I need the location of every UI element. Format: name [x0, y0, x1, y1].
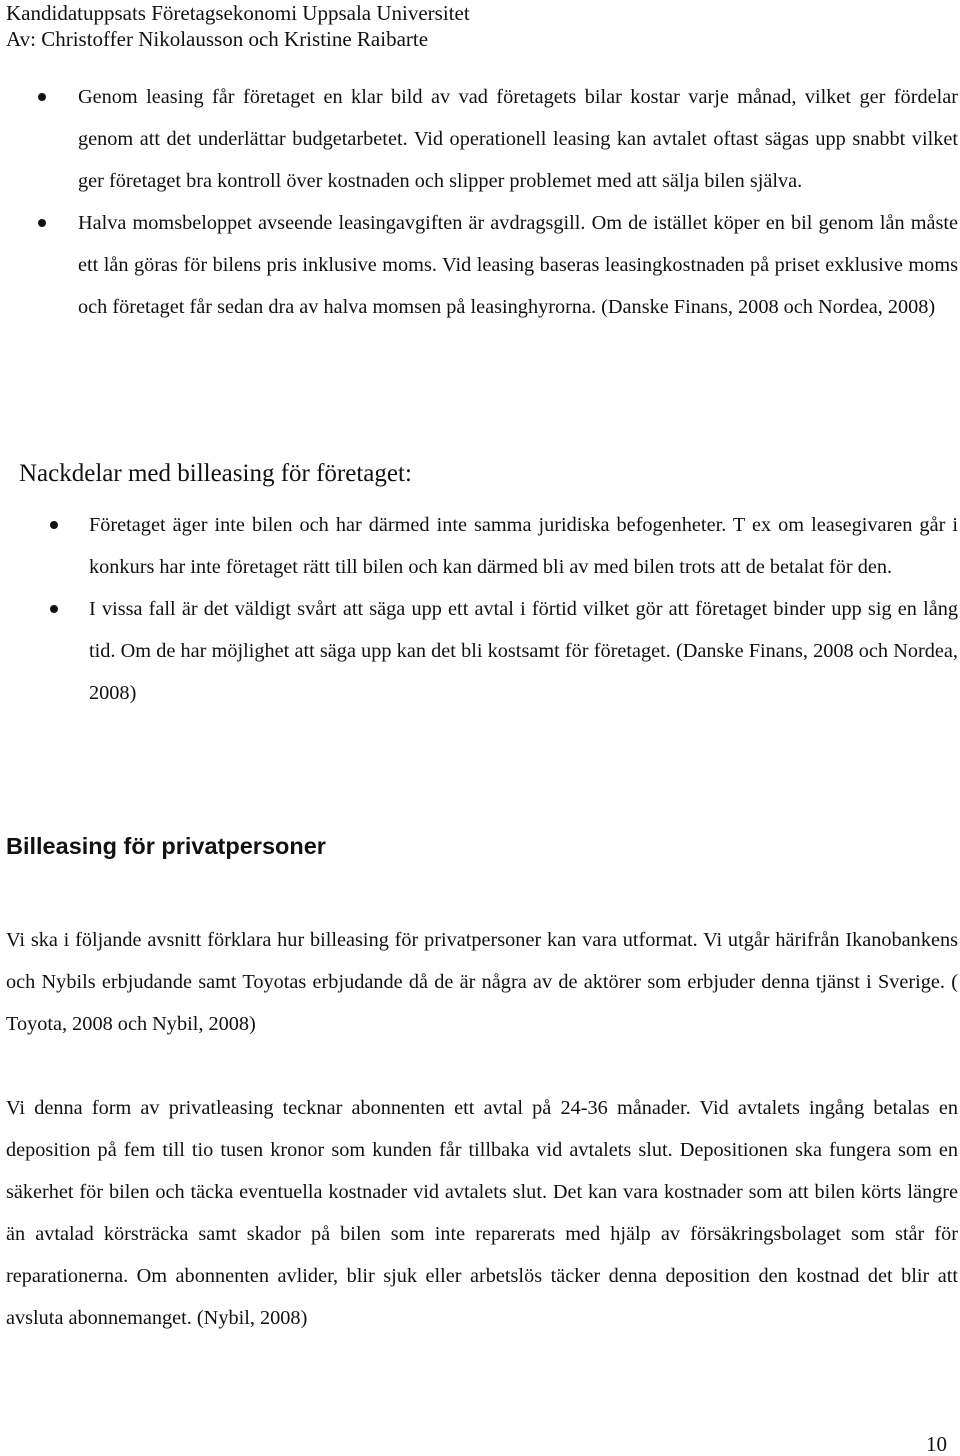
bullet-dot-icon [38, 219, 46, 227]
bullet-text: Halva momsbeloppet avseende leasingavgiften är avdragsgill. Om de istället köper en bil genom lån måste ett lån göras för bilens pris inklusive moms. Vid leasing baseras leasingkostnaden på priset exklusive moms och företaget får sedan dra av halva momsen på leasinghyrorna. (Danske Finans, 2008 och Nordea, 2008) [78, 212, 958, 318]
advantages-bullet-list [0, 76, 960, 328]
disadvantages-bullet-list [0, 504, 960, 714]
bullet-dot-icon [50, 605, 58, 613]
bullet-text: Företaget äger inte bilen och har därmed inte samma juridiska befogenheter. T ex om leasegivaren går i konkurs har inte företaget rätt till bilen och kan därmed bli av med bilen trots att de betalat för den. [89, 514, 958, 578]
header-thesis-line: Kandidatuppsats Företagsekonomi Uppsala Universitet [6, 1, 470, 25]
bullet-text: I vissa fall är det väldigt svårt att säga upp ett avtal i förtid vilket gör att företaget binder upp sig en lång tid. Om de har möjlighet att säga upp kan det bli kostsamt för företaget. (Danske Finans, 2008 och Nordea, 2008) [89, 598, 958, 704]
bullet-item [89, 504, 958, 588]
bullet-item [78, 76, 958, 202]
body-paragraph: Vi denna form av privatleasing tecknar abonnenten ett avtal på 24-36 månader. Vid avtalets ingång betalas en deposition på fem till tio tusen kronor som kunden får tillbaka vid avtalets slut. Depositionen ska fungera som en säkerhet för bilen och täcka eventuella kostnader vid avtalets slut. Det kan vara kostnader som att bilen körts längre än avtalad körsträcka samt skador på bilen som inte reparerats med hjälp av försäkringsbolaget som står för reparationerna. Om abonnenten avlider, blir sjuk eller arbetslös täcker denna deposition den kostnad det blir att avsluta abonnemanget. (Nybil, 2008) [6, 1097, 958, 1329]
bullet-text: Genom leasing får företaget en klar bild av vad företagets bilar kostar varje månad, vilket ger fördelar genom att det underlättar budgetarbetet. Vid operationell leasing kan avtalet oftast sägas upp snabbt vilket ger företaget bra kontroll över kostnaden och slipper problemet med att sälja bilen själva. [78, 86, 958, 192]
section-heading: Billeasing för privatpersoner [6, 833, 326, 859]
disadvantages-subheading: Nackdelar med billeasing för företaget: [19, 460, 412, 487]
bullet-dot-icon [50, 521, 58, 529]
header-authors-line: Av: Christoffer Nikolausson och Kristine Raibarte [6, 27, 429, 51]
bullet-dot-icon [38, 93, 46, 101]
body-paragraph: Vi ska i följande avsnitt förklara hur billeasing för privatpersoner kan vara utformat. Vi utgår härifrån Ikanobankens och Nybils erbjudande samt Toyotas erbjudande då de är några av de aktörer som erbjuder denna tjänst i Sverige. ( Toyota, 2008 och Nybil, 2008) [6, 929, 958, 1035]
bullet-item [89, 588, 958, 714]
bullet-item [78, 202, 958, 328]
page-number: 10 [926, 1432, 947, 1456]
running-header [6, 0, 470, 52]
